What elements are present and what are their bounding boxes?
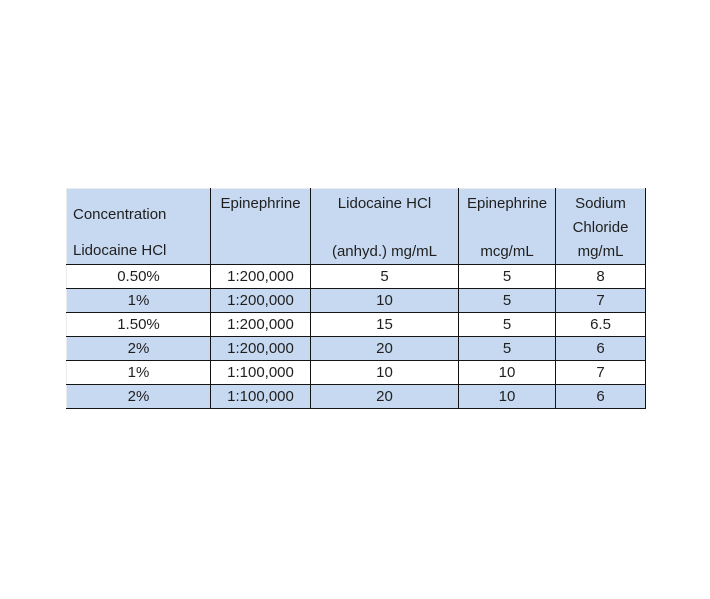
cell-epinephrine-mcg: 5 (459, 289, 556, 313)
header-line: (anhyd.) mg/mL (331, 243, 438, 260)
header-row (67, 189, 646, 265)
header-lines (311, 189, 458, 264)
header-line: Lidocaine HCl (337, 195, 432, 212)
header-lines (67, 189, 210, 264)
cell-sodium-chloride-mg: 8 (556, 265, 646, 289)
table-row (67, 361, 646, 385)
header-line: mcg/mL (480, 243, 534, 260)
header-line: mg/mL (577, 243, 624, 260)
header-cell-epinephrine-ratio (211, 189, 311, 265)
header-line: Sodium (575, 195, 626, 212)
cell-epinephrine-mcg: 10 (459, 385, 556, 409)
cell-epinephrine-mcg: 10 (459, 361, 556, 385)
cell-epinephrine-ratio: 1:200,000 (211, 313, 311, 337)
table-row (67, 289, 646, 313)
cell-sodium-chloride-mg: 6 (556, 385, 646, 409)
cell-sodium-chloride-mg: 7 (556, 289, 646, 313)
header-cell-epinephrine-mcg (459, 189, 556, 265)
header-cell-concentration-lidocaine (67, 189, 211, 265)
cell-lidocaine-anhyd-mg: 20 (311, 337, 459, 361)
header-cell-sodium-chloride-mg (556, 189, 646, 265)
header-line: Concentration (73, 206, 167, 223)
cell-concentration: 0.50% (67, 265, 211, 289)
cell-epinephrine-ratio: 1:200,000 (211, 265, 311, 289)
cell-epinephrine-ratio: 1:100,000 (211, 385, 311, 409)
header-lines (211, 189, 310, 264)
cell-concentration: 2% (67, 385, 211, 409)
cell-lidocaine-anhyd-mg: 15 (311, 313, 459, 337)
cell-epinephrine-mcg: 5 (459, 265, 556, 289)
header-line: Chloride (572, 219, 629, 236)
header-line: Epinephrine (466, 195, 548, 212)
header-lines (556, 189, 645, 264)
cell-sodium-chloride-mg: 7 (556, 361, 646, 385)
table-row (67, 313, 646, 337)
cell-epinephrine-mcg: 5 (459, 337, 556, 361)
header-line: Epinephrine (220, 195, 301, 212)
cell-epinephrine-ratio: 1:200,000 (211, 337, 311, 361)
cell-epinephrine-mcg: 5 (459, 313, 556, 337)
table-row (67, 265, 646, 289)
table-row (67, 385, 646, 409)
cell-concentration: 1% (67, 361, 211, 385)
cell-lidocaine-anhyd-mg: 5 (311, 265, 459, 289)
cell-sodium-chloride-mg: 6 (556, 337, 646, 361)
table-row (67, 337, 646, 361)
header-cell-lidocaine-anhyd-mg (311, 189, 459, 265)
cell-concentration: 1% (67, 289, 211, 313)
cell-lidocaine-anhyd-mg: 10 (311, 361, 459, 385)
lidocaine-epinephrine-table (66, 188, 646, 409)
cell-sodium-chloride-mg: 6.5 (556, 313, 646, 337)
cell-epinephrine-ratio: 1:200,000 (211, 289, 311, 313)
cell-lidocaine-anhyd-mg: 20 (311, 385, 459, 409)
header-line: Lidocaine HCl (73, 242, 167, 259)
cell-concentration: 1.50% (67, 313, 211, 337)
cell-epinephrine-ratio: 1:100,000 (211, 361, 311, 385)
cell-concentration: 2% (67, 337, 211, 361)
cell-lidocaine-anhyd-mg: 10 (311, 289, 459, 313)
header-lines (459, 189, 555, 264)
